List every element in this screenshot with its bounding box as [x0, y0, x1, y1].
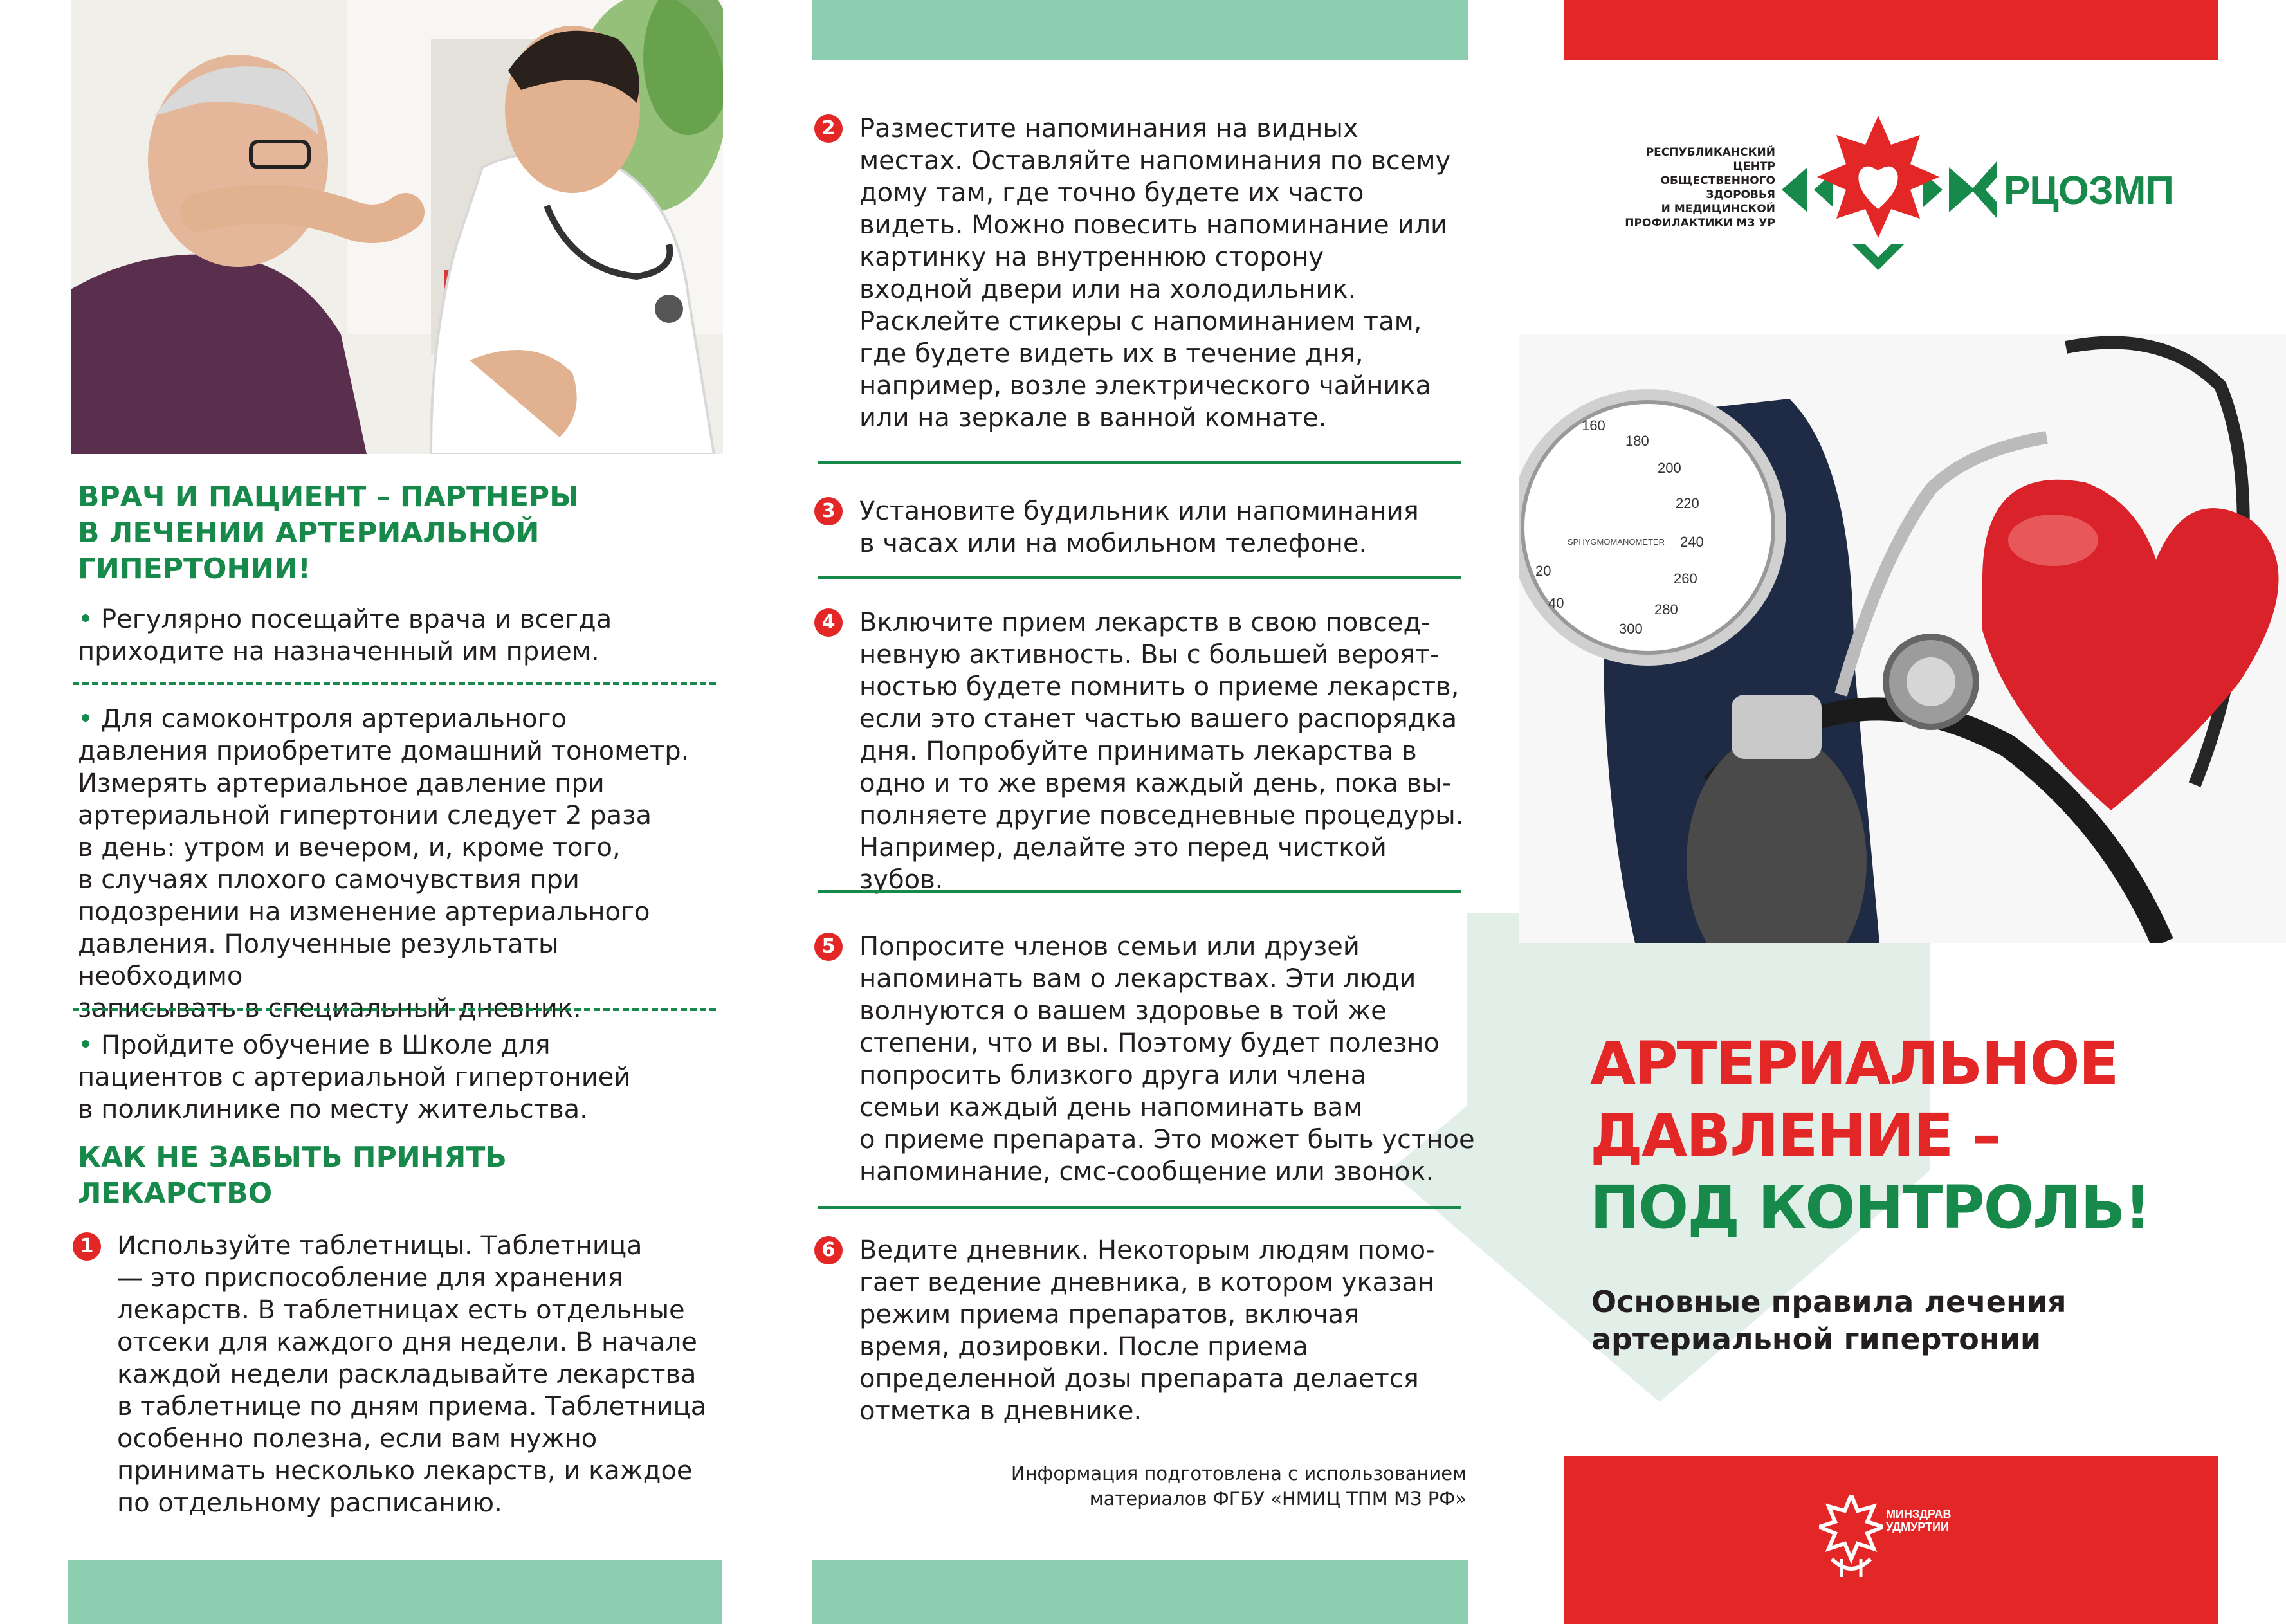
text-line: МИНЗДРАВ	[1886, 1508, 1952, 1520]
tip-pill-organizer	[117, 1230, 715, 1519]
text-line: в таблетнице по дням приема. Таблетница	[117, 1392, 707, 1421]
text-line: попросить близкого друга или члена	[859, 1061, 1367, 1090]
title-line: ДАВЛЕНИЕ –	[1590, 1101, 2000, 1170]
text-line: УДМУРТИИ	[1886, 1520, 1949, 1533]
middle-bottom-bar	[812, 1560, 1468, 1624]
text-line: Измерять артериальное давление при	[78, 769, 605, 798]
text-line: Используйте таблетницы. Таблетница	[117, 1231, 643, 1261]
gauge-tick: 200	[1658, 460, 1681, 476]
source-note	[888, 1461, 1467, 1511]
ministry-name	[1886, 1508, 1951, 1533]
text-line: Ведите дневник. Некоторым людям помо-	[859, 1236, 1435, 1265]
bullet-visit-doctor	[78, 603, 721, 668]
gauge-tick: 240	[1680, 534, 1704, 550]
org-name	[1608, 145, 1775, 230]
text-line: в часах или на мобильном телефоне.	[859, 529, 1367, 558]
gauge-tick: 160	[1582, 417, 1605, 433]
text-line: где будете видеть их в течение дня,	[859, 339, 1364, 369]
text-line: например, возле электрического чайника	[859, 371, 1432, 401]
right-top-bar	[1564, 0, 2218, 60]
tip-reminders	[859, 113, 1477, 434]
bullet-dot	[82, 714, 89, 722]
text-line: артериальной гипертонии следует 2 раза	[78, 801, 652, 830]
text-line: входной двери или на холодильник.	[859, 275, 1357, 304]
text-line: напоминать вам о лекарствах. Эти люди	[859, 964, 1416, 994]
remember-medicine-heading	[78, 1140, 695, 1212]
text-line: о приеме препарата. Это может быть устное	[859, 1125, 1475, 1154]
bullet-tonometer	[78, 703, 721, 1025]
text-line: дня. Попробуйте принимать лекарства в	[859, 736, 1417, 766]
tonometer-heart-photo	[1519, 334, 2286, 943]
number-badge-2: 2	[814, 114, 843, 143]
text-line: Основные правила лечения	[1591, 1284, 2067, 1319]
dashed-divider	[73, 1008, 716, 1011]
tip-daily-routine	[859, 607, 1477, 896]
text-line: по отдельному расписанию.	[117, 1488, 502, 1518]
dashed-divider	[73, 682, 716, 685]
text-line: Установите будильник или напоминания	[859, 497, 1419, 526]
text-line: давления приобретите домашний тонометр.	[78, 736, 690, 766]
text-line: отсеки для каждого дня недели. В начале	[117, 1327, 698, 1357]
number-badge-6: 6	[814, 1236, 843, 1264]
text-line: в случаях плохого самочувствия при	[78, 865, 580, 895]
text-line: волнуются о вашем здоровье в той же	[859, 996, 1387, 1026]
text-line: Информация подготовлена с использованием	[1010, 1463, 1467, 1484]
text-line: Разместите напоминания на видных	[859, 114, 1358, 143]
text-line: видеть. Можно повесить напоминание или	[859, 210, 1448, 240]
text-line: — это приспособление для хранения	[117, 1263, 623, 1293]
text-line: одно и то же время каждый день, пока вы-	[859, 769, 1452, 798]
text-line: принимать несколько лекарств, и каждое	[117, 1456, 693, 1486]
logo-chevron-right	[1971, 161, 1997, 219]
bullet-dot	[82, 1040, 89, 1048]
text-line: картинку на внутреннюю сторону	[859, 242, 1324, 272]
heading-line: ГИПЕРТОНИИ!	[78, 552, 311, 585]
text-line: Расклейте стикеры с напоминанием там,	[859, 307, 1422, 336]
main-title	[1590, 1028, 2233, 1244]
text-line: пациентов с артериальной гипертонией	[78, 1063, 631, 1092]
text-line: напоминание, смс-сообщение или звонок.	[859, 1157, 1434, 1187]
number-badge-1: 1	[73, 1232, 101, 1261]
text-line: Например, делайте это перед чисткой зубов.	[859, 833, 1387, 895]
text-line: в день: утром и вечером, и, кроме того,	[78, 833, 621, 862]
rcozmp-logo	[1608, 96, 2213, 283]
text-line: ностью будете помнить о приеме лекарств,	[859, 672, 1459, 702]
section-divider	[818, 461, 1461, 464]
gauge-tick: 220	[1676, 495, 1699, 511]
text-line: степени, что и вы. Поэтому будет полезно	[859, 1028, 1440, 1058]
text-line: записывать в специальный дневник.	[78, 994, 581, 1023]
text-line: особенно полезна, если вам нужно	[117, 1424, 598, 1454]
bullet-dot	[82, 614, 89, 622]
text-line: РЕСПУБЛИКАНСКИЙ ЦЕНТР	[1645, 146, 1775, 173]
text-line: Попросите членов семьи или друзей	[859, 932, 1360, 962]
section-divider	[818, 576, 1461, 579]
text-line: местах. Оставляйте напоминания по всему	[859, 146, 1451, 176]
bullet-school	[78, 1029, 721, 1126]
text-line: время, дозировки. После приема	[859, 1332, 1308, 1362]
heading-line: КАК НЕ ЗАБЫТЬ ПРИНЯТЬ	[78, 1141, 507, 1174]
text-line: приходите на назначенный им прием.	[78, 637, 599, 666]
text-line: ПРОФИЛАКТИКИ МЗ УР	[1625, 217, 1775, 230]
title-line: АРТЕРИАЛЬНОЕ	[1590, 1029, 2118, 1098]
section-divider	[818, 1206, 1461, 1209]
number-badge-5: 5	[814, 933, 843, 961]
text-line: подозрении на изменение артериального	[78, 897, 650, 927]
org-abbr: РЦОЗМП	[2004, 169, 2173, 213]
gauge-tick: 180	[1625, 433, 1649, 449]
text-line: ОБЩЕСТВЕННОГО ЗДОРОВЬЯ	[1660, 174, 1775, 201]
subtitle	[1591, 1283, 2170, 1358]
text-line: Включите прием лекарств в свою повсед-	[859, 608, 1431, 637]
text-line: отметка в дневнике.	[859, 1396, 1142, 1426]
number-badge-4: 4	[814, 608, 843, 637]
text-line: или на зеркале в ванной комнате.	[859, 403, 1327, 433]
text-line: определенной дозы препарата делается	[859, 1364, 1419, 1394]
text-line: гает ведение дневника, в котором указан	[859, 1268, 1435, 1297]
heading-line: В ЛЕЧЕНИИ АРТЕРИАЛЬНОЙ	[78, 516, 540, 549]
heading-line: ЛЕКАРСТВО	[78, 1177, 273, 1210]
text-line: артериальной гипертонии	[1591, 1322, 2042, 1356]
text-line: невную активность. Вы с большей вероят-	[859, 640, 1440, 670]
gauge-tick: 280	[1654, 601, 1678, 617]
text-line: давления. Полученные результаты необходимо	[78, 929, 559, 991]
text-line: Регулярно посещайте врача и всегда	[101, 605, 612, 634]
text-line: Пройдите обучение в Школе для	[101, 1030, 551, 1060]
gauge-tick: 40	[1548, 595, 1564, 611]
doctor-patient-photo	[71, 0, 723, 454]
text-line: материалов ФГБУ «НМИЦ ТПМ МЗ РФ»	[1089, 1488, 1467, 1510]
gauge-dial	[1522, 402, 1773, 653]
star-heart-emblem	[1782, 96, 1975, 283]
partners-heading	[78, 479, 695, 587]
heading-line: ВРАЧ И ПАЦИЕНТ – ПАРТНЕРЫ	[78, 480, 579, 513]
right-bottom-bar	[1564, 1456, 2218, 1624]
text-line: полняете другие повседневные процедуры.	[859, 801, 1464, 830]
text-line: в поликлинике по месту жительства.	[78, 1095, 588, 1124]
text-line: семьи каждый день напоминать вам	[859, 1093, 1363, 1122]
section-divider	[818, 890, 1461, 893]
ministry-emblem-icon	[1819, 1495, 1883, 1578]
middle-top-bar	[812, 0, 1468, 60]
number-badge-3: 3	[814, 497, 843, 525]
text-line: Для самоконтроля артериального	[101, 704, 567, 734]
left-bottom-bar	[68, 1560, 722, 1624]
tip-diary	[859, 1234, 1477, 1427]
text-line: лекарств. В таблетницах есть отдельные	[117, 1295, 685, 1325]
text-line: каждой недели раскладывайте лекарства	[117, 1360, 697, 1389]
title-line: ПОД КОНТРОЛЬ!	[1590, 1173, 2150, 1242]
text-line: И МЕДИЦИНСКОЙ	[1661, 203, 1775, 215]
gauge-brand: SPHYGMOMANOMETER	[1568, 537, 1665, 547]
gauge-tick: 300	[1619, 621, 1643, 637]
text-line: режим приема препаратов, включая	[859, 1300, 1360, 1329]
text-line: дому там, где точно будете их часто	[859, 178, 1364, 208]
text-line: если это станет частью вашего распорядка	[859, 704, 1458, 734]
tip-alarm	[859, 495, 1477, 560]
gauge-tick: 20	[1535, 563, 1551, 579]
gauge-tick: 260	[1674, 570, 1697, 587]
tip-family	[859, 931, 1477, 1188]
